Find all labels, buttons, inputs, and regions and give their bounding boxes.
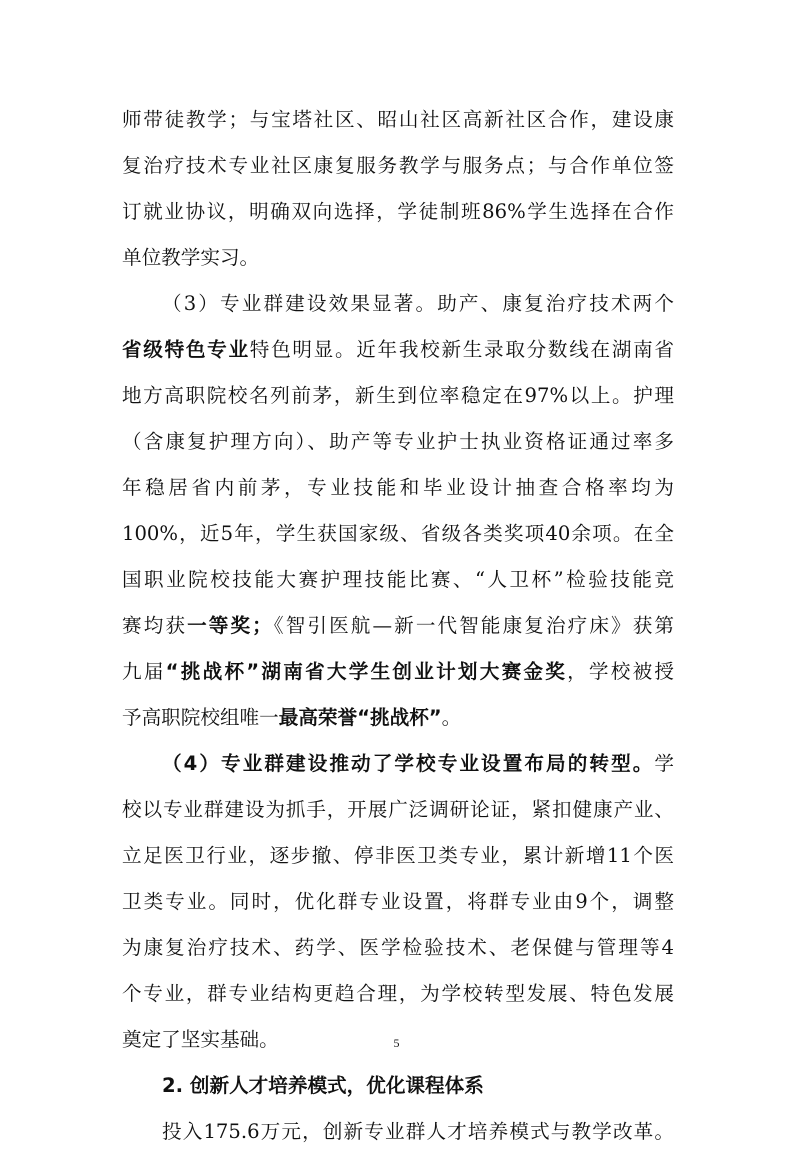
bold-phrase-challenge-cup-gold: “挑战杯”湖南省大学生创业计划大赛金奖	[165, 660, 568, 683]
paragraph-2-line-1: （3）专业群建设效果显著。助产、康复治疗技术两个	[162, 292, 674, 315]
paragraph-2-line-10-text-a: 予高职院校组唯一	[122, 706, 279, 729]
paragraph-3-line-3: 立足医卫行业，逐步撤、停非医卫类专业，累计新增11个医	[122, 844, 674, 867]
paragraph-2-line-2	[122, 327, 674, 373]
paragraph-4-line-1: 投入175.6万元，创新专业群人才培养模式与教学改革。	[162, 1120, 674, 1143]
paragraph-2-line-9-text-b: ，学校被授	[567, 660, 675, 683]
paragraph-2-line-8	[122, 603, 674, 649]
bold-phrase-highest-honor: 最高荣誉“挑战杯”	[278, 706, 442, 729]
paragraph-2-line-10-text-b: 。	[441, 706, 462, 729]
paragraph-2-line-9	[122, 649, 674, 695]
paragraph-3-line-5: 为康复治疗技术、药学、医学检验技术、老保健与管理等4	[122, 936, 674, 959]
paragraph-3-line-2: 校以专业群建设为抓手，开展广泛调研论证，紧扣健康产业、	[122, 798, 674, 821]
document-body	[122, 97, 674, 1155]
paragraph-1-line-2: 复治疗技术专业社区康复服务教学与服务点；与合作单位签	[122, 154, 674, 177]
paragraph-3-line-7: 奠定了坚实基础。	[122, 1028, 279, 1051]
paragraph-2-line-9-text-a: 九届	[122, 660, 166, 683]
paragraph-3-line-6: 个专业，群专业结构更趋合理，为学校转型发展、特色发展	[122, 982, 674, 1005]
section-heading: 2. 创新人才培养模式，优化课程体系	[162, 1074, 484, 1097]
paragraph-2-line-8-text-a: 赛均获	[122, 614, 188, 637]
paragraph-2-line-6: 100%，近5年，学生获国家级、省级各类奖项40余项。在全	[122, 522, 674, 545]
paragraph-2-line-2-text: 特色明显。近年我校新生录取分数线在湖南省	[249, 338, 675, 361]
paragraph-3-line-1-text: 学	[654, 752, 674, 775]
paragraph-1-line-4: 单位教学实习。	[122, 246, 260, 269]
paragraph-3-line-4: 卫类专业。同时，优化群专业设置，将群专业由9个，调整	[122, 890, 674, 913]
bold-phrase-first-prize: 一等奖；	[187, 614, 272, 637]
paragraph-2-line-7: 国职业院校技能大赛护理技能比赛、“人卫杯”检验技能竞	[122, 568, 674, 591]
page-number: 5	[393, 1036, 400, 1050]
paragraph-2-line-5: 年稳居省内前茅，专业技能和毕业设计抽查合格率均为	[122, 476, 674, 499]
paragraph-2-line-4: （含康复护理方向）、助产等专业护士执业资格证通过率多	[122, 430, 674, 453]
paragraph-1-line-1: 师带徒教学；与宝塔社区、昭山社区高新社区合作，建设康	[122, 108, 674, 131]
paragraph-2-line-8-text-b: 《智引医航—新一代智能康复治疗床》获第	[271, 614, 675, 637]
paragraph-3-line-1	[122, 741, 674, 787]
paragraph-2-line-3: 地方高职院校名列前茅，新生到位率稳定在97%以上。护理	[122, 384, 674, 407]
bold-phrase-provincial-specialty: 省级特色专业	[122, 338, 250, 361]
bold-phrase-transformation: （4）专业群建设推动了学校专业设置布局的转型。	[162, 752, 655, 775]
paragraph-2-line-10	[122, 695, 674, 741]
paragraph-1-line-3: 订就业协议，明确双向选择，学徒制班86%学生选择在合作	[122, 200, 674, 223]
